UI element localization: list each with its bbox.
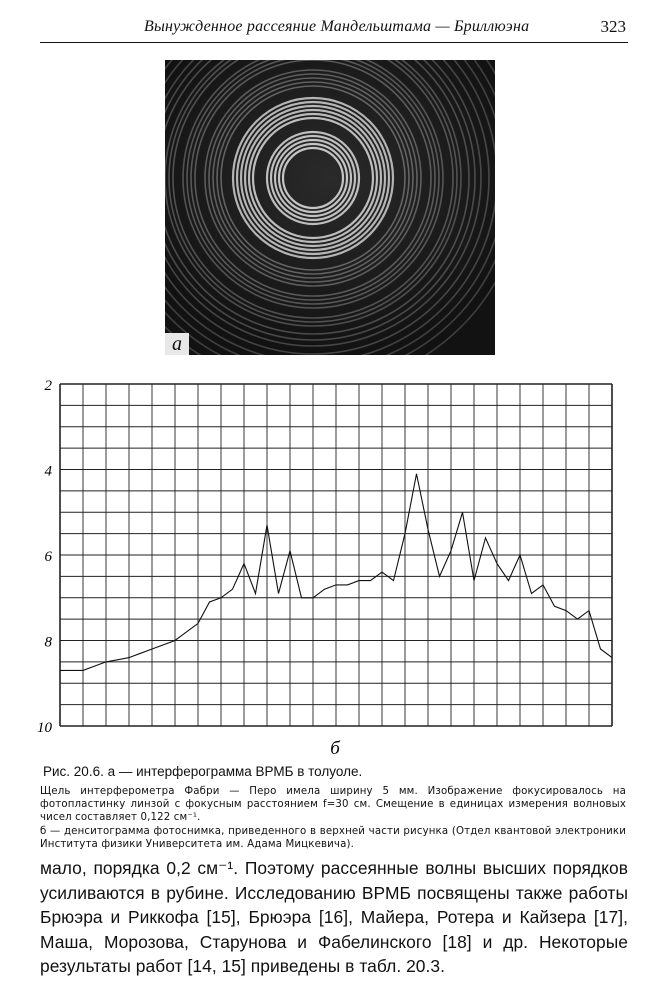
figure-caption — [40, 764, 626, 851]
caption-panel-b: б — денситограмма фотоснимка, приведенного в верхней части рисунка (Отдел квантовой электроники Института физики Университета им. Адама Мицкевича). — [40, 825, 626, 850]
interferogram-photo — [165, 60, 495, 355]
y-tick-label: 10 — [37, 720, 52, 736]
y-tick-label: 4 — [44, 463, 52, 480]
panel-b-label: б — [330, 738, 340, 759]
body-paragraph: мало, порядка 0,2 см⁻¹. Поэтому рассеянные волны высших порядков усиливаются в рубине. Исследованию ВРМБ посвящены также работы Брюэра и Риккофа [15], Брюэра [16], Майера, Ротера и Кайзера [17], Маша, Морозова, Старунова и Фабелинского [18] и др. Некоторые результаты работ [14, 15] приведены в табл. 20.3. — [40, 858, 628, 977]
body-text — [40, 856, 628, 979]
y-tick-label: 2 — [44, 378, 52, 394]
caption-details — [40, 785, 626, 851]
page-number: 323 — [600, 17, 626, 36]
y-tick-label: 8 — [44, 634, 52, 651]
densitogram-chart — [30, 378, 630, 758]
panel-a-label: а — [165, 333, 189, 355]
y-tick-label: 6 — [44, 549, 52, 565]
interferogram-rings — [165, 60, 495, 355]
page-header — [40, 16, 628, 43]
densitogram-svg — [30, 378, 630, 758]
running-title: Вынужденное рассеяние Мандельштама — Бриллюэна — [144, 18, 530, 35]
caption-panel-a: Щель интерферометра Фабри — Перо имела ширину 5 мм. Изображение фокусировалось на фотопластинку линзой с фокусным расстоянием f=30 см. Смещение в единицах измерения волновых чисел составляет 0,122 см⁻¹. — [40, 786, 626, 824]
caption-title: Рис. 20.6. а — интерферограмма ВРМБ в толуоле. — [43, 764, 363, 779]
